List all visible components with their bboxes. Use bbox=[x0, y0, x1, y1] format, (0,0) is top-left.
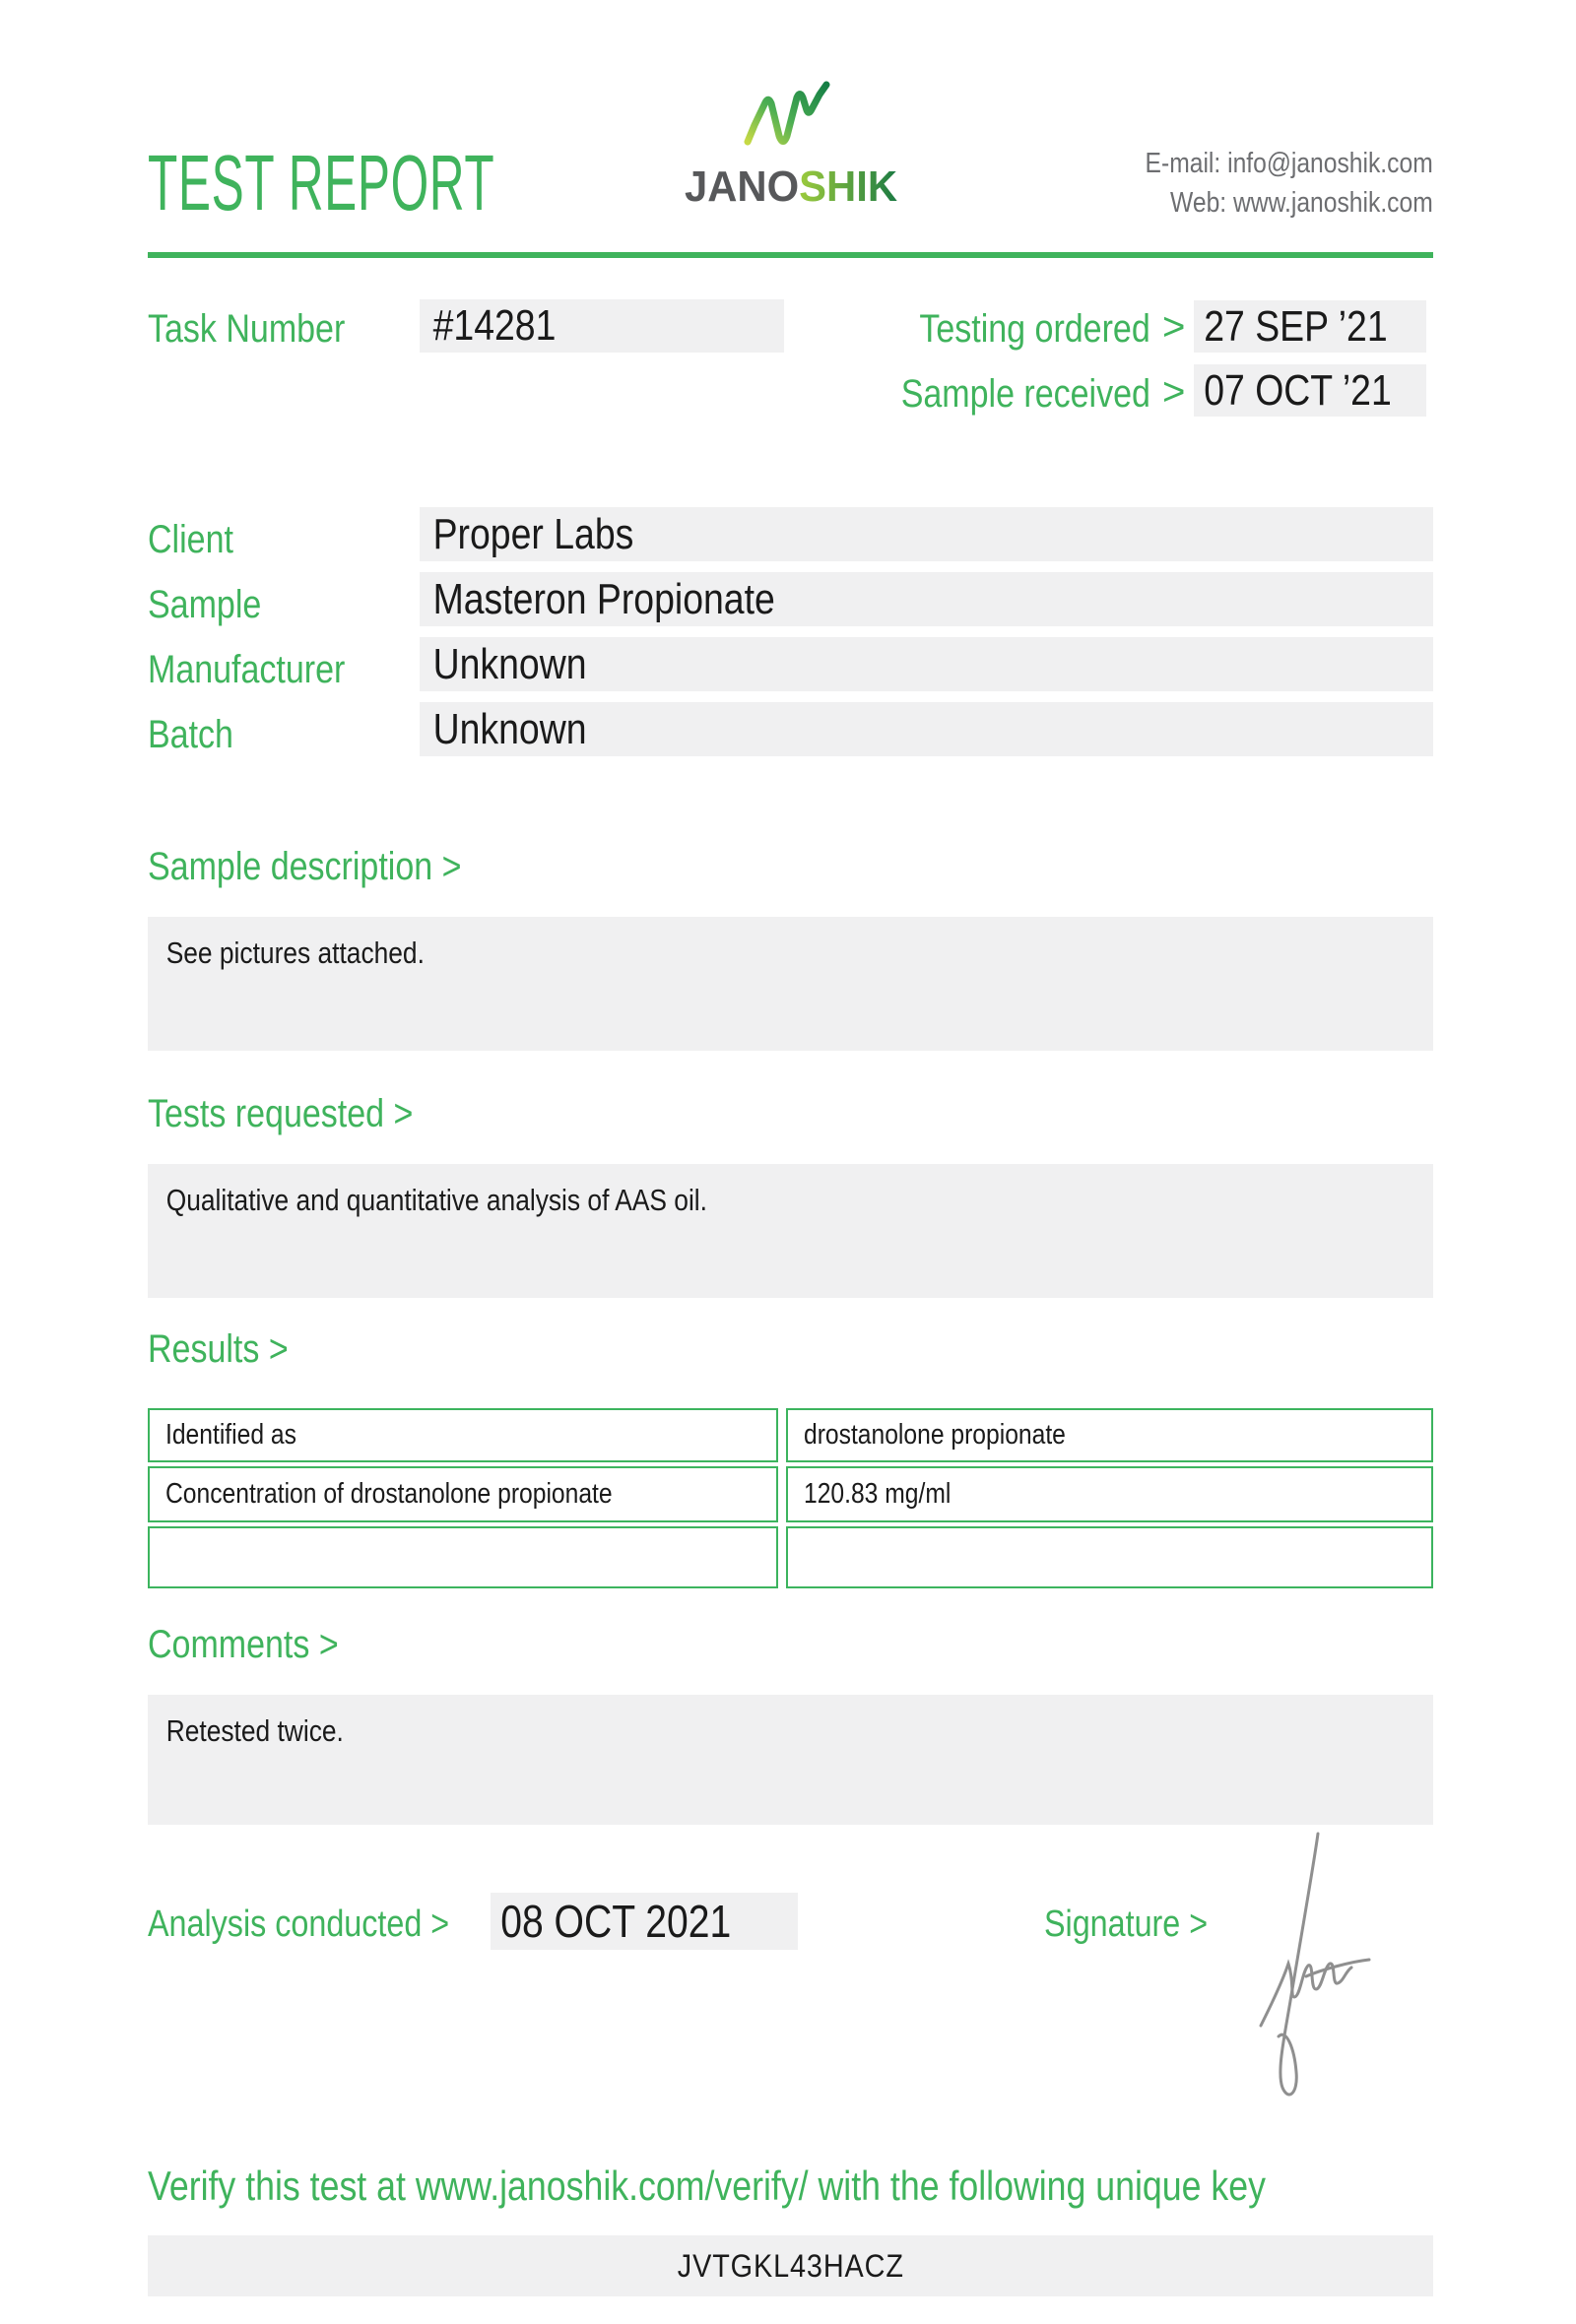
detail-value-batch: Unknown bbox=[432, 704, 587, 753]
contact-web: Web: www.janoshik.com bbox=[1170, 187, 1433, 219]
page-title: TEST REPORT bbox=[148, 139, 495, 226]
sample-received-arrow: > bbox=[1162, 370, 1186, 414]
sample-description-body: See pictures attached. bbox=[165, 936, 425, 970]
detail-label-client: Client bbox=[148, 518, 233, 561]
sample-received-box bbox=[1194, 364, 1426, 417]
detail-label-batch: Batch bbox=[148, 713, 233, 756]
sample-description-heading: Sample description > bbox=[148, 845, 462, 888]
contact-email: E-mail: info@janoshik.com bbox=[1145, 148, 1433, 179]
tests-requested-heading: Tests requested > bbox=[148, 1092, 414, 1135]
header-divider bbox=[148, 252, 1433, 258]
logo-jano: JANO bbox=[684, 162, 800, 211]
analysis-conducted-label: Analysis conducted > bbox=[148, 1904, 450, 1945]
comments-body: Retested twice. bbox=[165, 1713, 344, 1748]
detail-value-manufacturer: Unknown bbox=[432, 639, 587, 688]
results-cell-value-2: 120.83 mg/ml bbox=[786, 1466, 1433, 1522]
detail-value-sample: Masteron Propionate bbox=[432, 574, 775, 623]
results-cell-label-3 bbox=[148, 1526, 778, 1588]
detail-row-client bbox=[420, 507, 1433, 561]
tests-requested-body: Qualitative and quantitative analysis of AAS oil. bbox=[165, 1183, 707, 1217]
analysis-date-box bbox=[491, 1893, 798, 1950]
signature-label: Signature > bbox=[1044, 1904, 1209, 1945]
results-table bbox=[148, 1408, 1433, 1588]
detail-row-manufacturer bbox=[420, 637, 1433, 691]
comments-heading: Comments > bbox=[148, 1623, 339, 1666]
detail-row-sample bbox=[420, 572, 1433, 626]
sample-received-date: 07 OCT ’21 bbox=[1204, 365, 1392, 415]
results-cell-value-1: drostanolone propionate bbox=[786, 1408, 1433, 1462]
results-cell-value-3 bbox=[786, 1526, 1433, 1588]
results-heading: Results > bbox=[148, 1327, 289, 1371]
task-number-box bbox=[420, 299, 784, 353]
signature-scribble-icon bbox=[1249, 1824, 1397, 2119]
detail-row-batch bbox=[420, 702, 1433, 756]
testing-ordered-date: 27 SEP ’21 bbox=[1204, 301, 1388, 351]
tests-requested-box bbox=[148, 1164, 1433, 1298]
detail-label-manufacturer: Manufacturer bbox=[148, 648, 346, 691]
contact-block bbox=[1094, 144, 1433, 223]
sample-description-box bbox=[148, 917, 1433, 1051]
logo-wordmark bbox=[684, 162, 899, 211]
testing-ordered-arrow: > bbox=[1162, 305, 1186, 349]
verify-instruction: Verify this test at www.janoshik.com/verify/ with the following unique key bbox=[148, 2163, 1266, 2209]
task-number-value: #14281 bbox=[432, 301, 557, 350]
detail-label-sample: Sample bbox=[148, 583, 262, 626]
comments-box bbox=[148, 1695, 1433, 1825]
logo-shik: SHIK bbox=[799, 162, 898, 211]
trending-chart-icon bbox=[742, 81, 836, 161]
task-number-label: Task Number bbox=[148, 307, 346, 351]
analysis-date: 08 OCT 2021 bbox=[500, 1896, 732, 1947]
unique-key-box bbox=[148, 2235, 1433, 2296]
testing-ordered-label: Testing ordered bbox=[919, 307, 1150, 351]
results-cell-label-2: Concentration of drostanolone propionate bbox=[148, 1466, 778, 1522]
testing-ordered-box bbox=[1194, 300, 1426, 353]
unique-key: JVTGKL43HACZ bbox=[677, 2247, 904, 2284]
results-cell-label-1: Identified as bbox=[148, 1408, 778, 1462]
sample-received-label: Sample received bbox=[900, 372, 1150, 416]
detail-value-client: Proper Labs bbox=[432, 509, 634, 558]
